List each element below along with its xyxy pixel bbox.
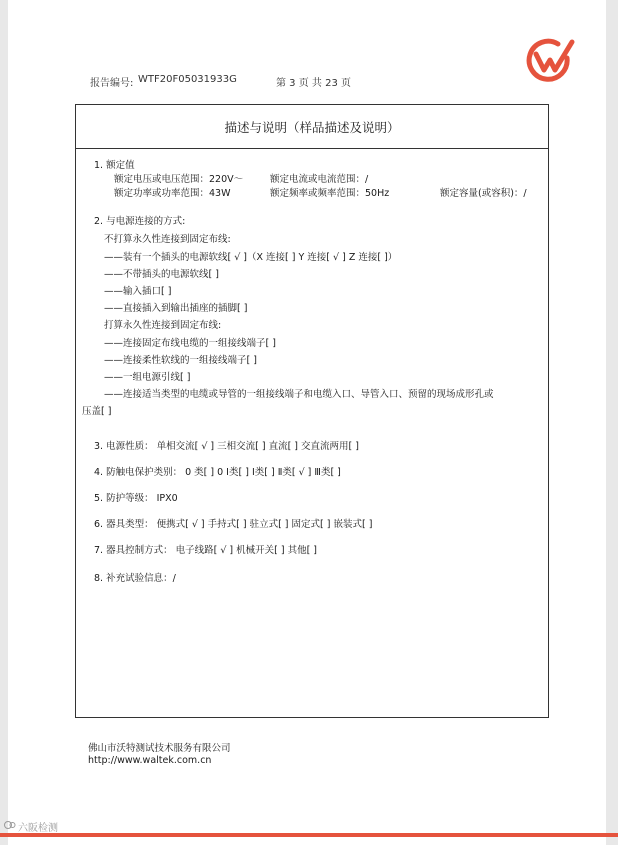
cord-without-plug: ——不带插头的电源软线[ ] xyxy=(104,269,219,280)
non-permanent-heading: 不打算永久性连接到固定布线: xyxy=(104,234,231,245)
fixed-wiring-terminals: ——连接固定布线电缆的一组接线端子[ ] xyxy=(104,338,276,349)
suitable-terminals-line1: ——连接适当类型的电缆或导管的一组接线端子和电缆入口、导管入口、预留的现场成形孔或 xyxy=(104,389,494,400)
rated-capacity: 额定容量(或容积)：/ xyxy=(440,188,527,199)
connection-heading: 2. 与电源连接的方式: xyxy=(94,216,186,227)
shock-protection-class: 4. 防触电保护类别： 0 类[ ] 0 Ⅰ类[ ] Ⅰ类[ ] Ⅱ类[ √ ] Ⅲ类[ ] xyxy=(94,467,341,478)
flexible-cord-terminals: ——连接柔性软线的一组接线端子[ ] xyxy=(104,355,257,366)
power-nature: 3. 电源性质： 单相交流[ √ ] 三相交流[ ] 直流[ ] 交直流两用[ ] xyxy=(94,441,359,452)
rated-frequency: 额定频率或频率范围：50Hz xyxy=(270,188,390,199)
ratings-heading: 1. 额定值 xyxy=(94,160,135,171)
supply-leads: ——一组电源引线[ ] xyxy=(104,372,191,383)
description-box xyxy=(75,104,549,718)
rated-current: 额定电流或电流范围：/ xyxy=(270,174,369,185)
waltek-logo-icon xyxy=(522,36,576,82)
permanent-heading: 打算永久性连接到固定布线: xyxy=(104,320,222,331)
watermark-icon xyxy=(4,820,16,830)
ip-rating: 5. 防护等级： IPX0 xyxy=(94,493,178,504)
control-type: 7. 器具控制方式： 电子线路[ √ ] 机械开关[ ] 其他[ ] xyxy=(94,545,318,556)
footer-website: http://www.waltek.com.cn xyxy=(88,755,212,766)
cord-with-plug: ——装有一个插头的电源软线[ √ ]（X 连接[ ] Y 连接[ √ ] Z 连接[ ]） xyxy=(104,252,398,263)
report-number-label: 报告编号: xyxy=(90,78,134,89)
appliance-inlet: ——输入插口[ ] xyxy=(104,286,172,297)
section-title: 描述与说明（样品描述及说明） xyxy=(224,119,400,135)
section-title-bar xyxy=(76,105,548,149)
rated-voltage: 额定电压或电压范围：220V～ xyxy=(114,174,244,185)
watermark-text: 六阪检测 xyxy=(18,823,58,834)
suitable-terminals-line2: 压盖[ ] xyxy=(82,406,112,417)
rated-power: 额定功率或功率范围：43W xyxy=(114,188,231,199)
supplementary-test-info: 8. 补充试验信息：/ xyxy=(94,573,176,584)
socket-pins: ——直接插入到输出插座的插脚[ ] xyxy=(104,303,248,314)
document-page xyxy=(8,0,606,845)
appliance-type: 6. 器具类型： 便携式[ √ ] 手持式[ ] 驻立式[ ] 固定式[ ] 嵌装式[ ] xyxy=(94,519,373,530)
page-info: 第 3 页 共 23 页 xyxy=(276,78,351,89)
footer-red-line xyxy=(0,833,618,837)
footer-company: 佛山市沃特测试技术服务有限公司 xyxy=(88,743,231,754)
report-number: WTF20F05031933G xyxy=(138,74,237,85)
